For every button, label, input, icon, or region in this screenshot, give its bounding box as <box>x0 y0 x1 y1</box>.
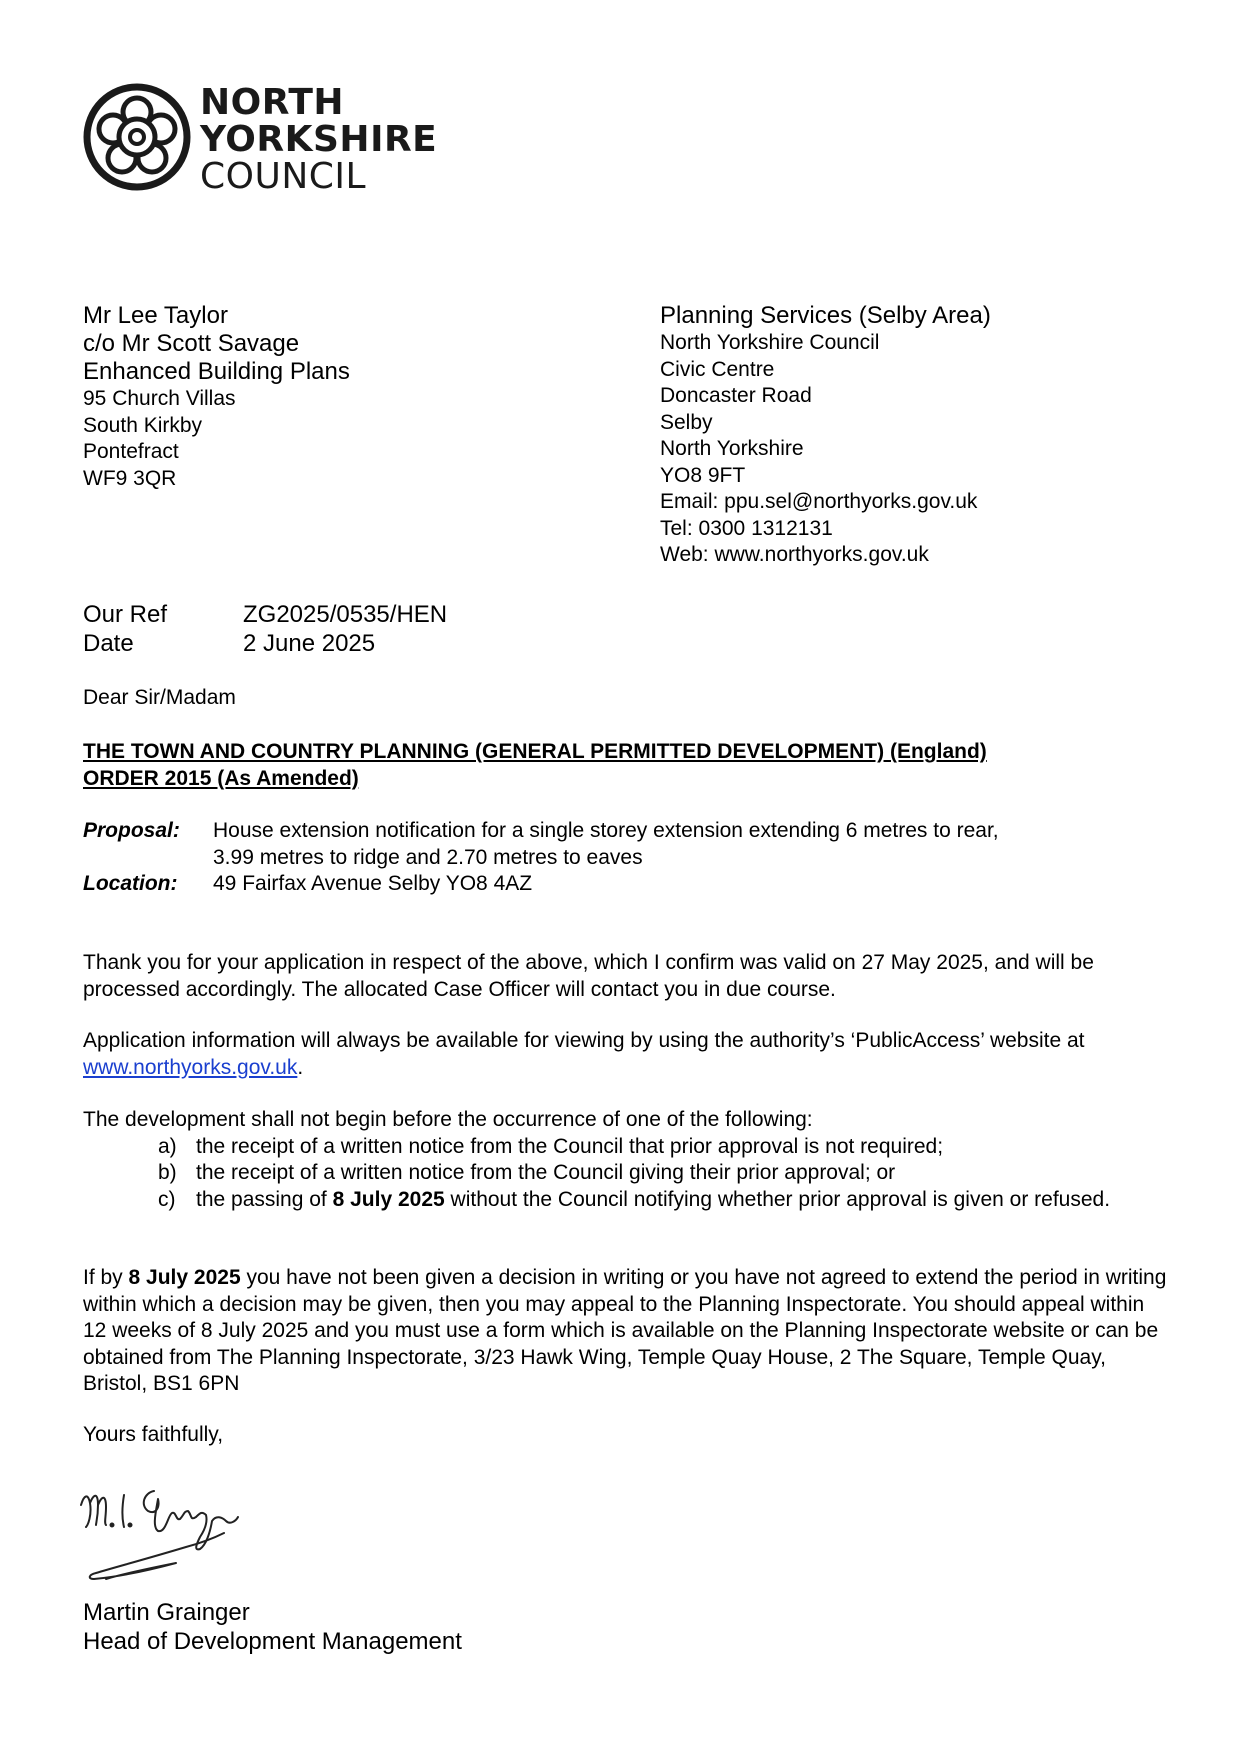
date-label: Date <box>83 630 134 657</box>
sender-line: Doncaster Road <box>660 384 812 407</box>
list-item: b) the receipt of a written notice from the Council giving their prior approval; or <box>158 1161 896 1184</box>
proposal-block <box>83 818 1173 898</box>
conditions-intro: The development shall not begin before the occurrence of one of the following: <box>83 1108 813 1131</box>
recipient-postcode: WF9 3QR <box>83 466 177 490</box>
letter-title-line-1: THE TOWN AND COUNTRY PLANNING (GENERAL PERMITTED DEVELOPMENT) (England) <box>83 740 987 763</box>
list-item: c) the passing of 8 July 2025 without the Council notifying whether prior approval is given or refused. <box>158 1187 1111 1211</box>
signature-drawing <box>76 1475 266 1585</box>
conditions-list <box>83 1134 1173 1214</box>
proposal-label: Proposal: <box>83 819 180 842</box>
recipient-town: Pontefract <box>83 440 179 463</box>
signatory-name: Martin Grainger <box>83 1599 250 1626</box>
proposal-text-2: 3.99 metres to ridge and 2.70 metres to eaves <box>213 845 643 869</box>
handwritten-signature <box>76 1475 266 1585</box>
reference-block <box>83 600 447 658</box>
signatory <box>83 1598 462 1656</box>
location-label: Location: <box>83 872 178 895</box>
sender-address <box>660 302 991 569</box>
letter-title-line-2: ORDER 2015 (As Amended) <box>83 766 359 790</box>
paragraph-appeal: If by 8 July 2025 you have not been given a decision in writing or you have not agreed to extend the period in writing within which a decision may be given, then you may appeal to the Planning Inspectorate. You should appeal within 12 weeks of 8 July 2025 and you must use a form which is available on the Planning Inspectorate website or can be obtained from The Planning Inspectorate, 3/23 Hawk Wing, Temple Quay House, 2 The Square, Temple Quay, Bristol, BS1 6PN <box>83 1266 1167 1395</box>
recipient-address <box>83 302 350 492</box>
signatory-role: Head of Development Management <box>83 1628 462 1655</box>
letter-title <box>83 739 1173 792</box>
tudor-rose-icon <box>82 82 192 192</box>
recipient-name: Mr Lee Taylor <box>83 302 228 329</box>
sender-web: Web: www.northyorks.gov.uk <box>660 543 929 566</box>
sender-heading: Planning Services (Selby Area) <box>660 302 991 329</box>
our-ref-label: Our Ref <box>83 601 168 628</box>
sender-line: Civic Centre <box>660 357 775 381</box>
recipient-district: South Kirkby <box>83 413 203 437</box>
paragraph-public-access: Application information will always be available for viewing by using the authority’s ‘PublicAccess’ website at www.northyorks.gov.uk. <box>83 1029 1085 1079</box>
recipient-company: Enhanced Building Plans <box>83 358 350 385</box>
council-logo <box>82 80 442 200</box>
wordmark-line-1: NORTH <box>200 82 345 123</box>
paragraph-conditions <box>83 1107 1173 1213</box>
closing: Yours faithfully, <box>83 1423 224 1446</box>
list-item: a) the receipt of a written notice from the Council that prior approval is not required; <box>158 1134 944 1158</box>
council-wordmark <box>200 84 437 195</box>
sender-line: North Yorkshire Council <box>660 331 880 354</box>
wordmark-line-3: COUNCIL <box>200 156 367 197</box>
website-link[interactable]: www.northyorks.gov.uk <box>83 1055 298 1079</box>
recipient-care-of: c/o Mr Scott Savage <box>83 330 300 357</box>
sender-line: Selby <box>660 410 713 434</box>
sender-phone: Tel: 0300 1312131 <box>660 516 833 540</box>
sender-email: Email: ppu.sel@northyorks.gov.uk <box>660 490 978 513</box>
proposal-text-1: House extension notification for a single storey extension extending 6 metres to rear, <box>213 819 999 842</box>
sender-line: North Yorkshire <box>660 437 804 460</box>
sender-line: YO8 9FT <box>660 463 746 487</box>
location-text: 49 Fairfax Avenue Selby YO8 4AZ <box>213 872 533 895</box>
our-ref-value: ZG2025/0535/HEN <box>243 601 448 628</box>
wordmark-line-2: YORKSHIRE <box>200 119 438 160</box>
recipient-street: 95 Church Villas <box>83 387 236 410</box>
paragraph-confirmation: Thank you for your application in respect of the above, which I confirm was valid on 27 May 2025, and will be processed accordingly. The allocated Case Officer will contact you in due course. <box>83 951 1094 1001</box>
date-value: 2 June 2025 <box>243 630 376 657</box>
salutation: Dear Sir/Madam <box>83 686 236 709</box>
